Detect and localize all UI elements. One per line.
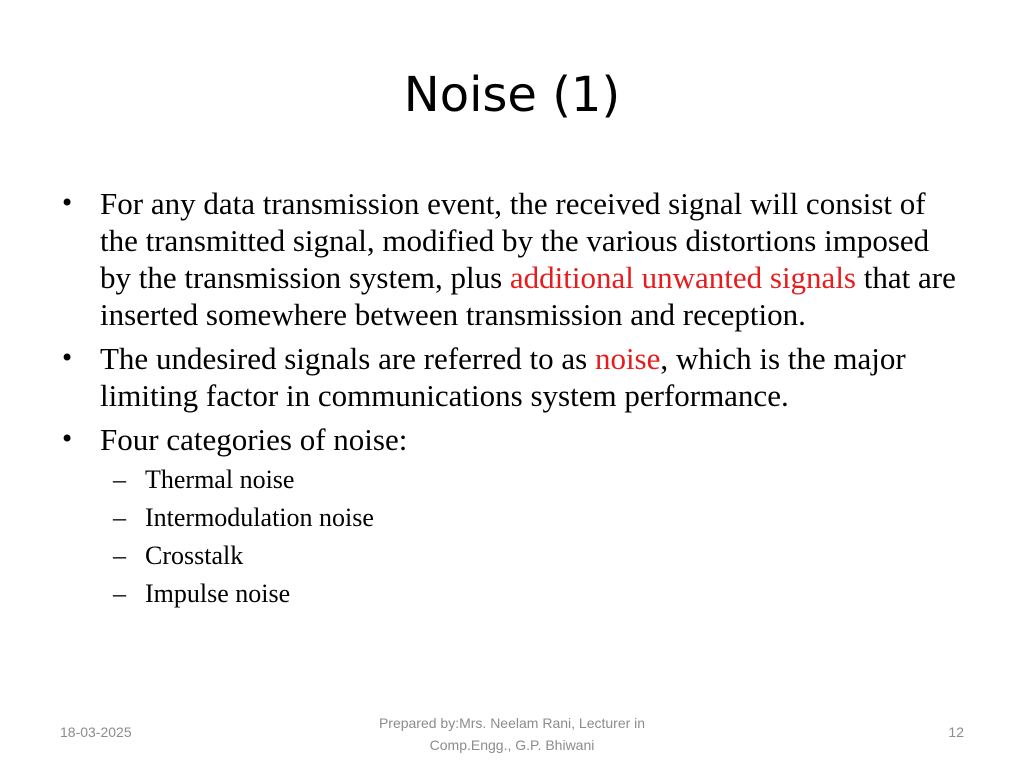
sub-item-label: Thermal noise <box>145 465 295 494</box>
sub-item <box>58 465 958 495</box>
dash-icon: – <box>113 503 126 532</box>
footer-author-line: Prepared by:Mrs. Neelam Rani, Lecturer in <box>378 715 646 731</box>
sub-item-label: Intermodulation noise <box>145 503 374 532</box>
noise-categories-list <box>58 465 958 609</box>
dash-icon: – <box>113 465 126 494</box>
bullet-text: , which is the major limiting factor in communications system performance. <box>100 341 906 413</box>
footer-date: 18-03-2025 <box>60 724 132 740</box>
slide-body <box>58 185 958 617</box>
footer-author-line: Comp.Engg., G.P. Bhiwani <box>429 737 595 753</box>
bullet-item <box>58 421 958 458</box>
sub-item <box>58 503 958 533</box>
footer-author <box>312 712 712 756</box>
bullet-icon: • <box>60 344 75 372</box>
bullet-text: For any data transmission event, the received signal will consist of the transmitted signal, modified by the various distortions imposed by the transmission system, plus <box>100 186 930 295</box>
sub-item-label: Crosstalk <box>145 541 244 570</box>
bullet-text: that are inserted somewhere between transmission and reception. <box>100 260 956 332</box>
bullet-icon: • <box>60 189 75 217</box>
dash-icon: – <box>113 579 126 608</box>
sub-item <box>58 541 958 571</box>
dash-icon: – <box>113 541 126 570</box>
bullet-item <box>58 185 958 333</box>
highlight-text: noise <box>594 341 661 376</box>
bullet-icon: • <box>60 425 75 453</box>
page-number: 12 <box>948 724 964 740</box>
bullet-text: Four categories of noise: <box>100 422 408 457</box>
highlight-text: additional unwanted signals <box>509 260 856 295</box>
bullet-text: The undesired signals are referred to as <box>100 341 595 376</box>
bullet-item <box>58 340 958 414</box>
slide-title: Noise (1) <box>403 67 621 123</box>
sub-item-label: Impulse noise <box>145 579 291 608</box>
sub-item <box>58 579 958 609</box>
